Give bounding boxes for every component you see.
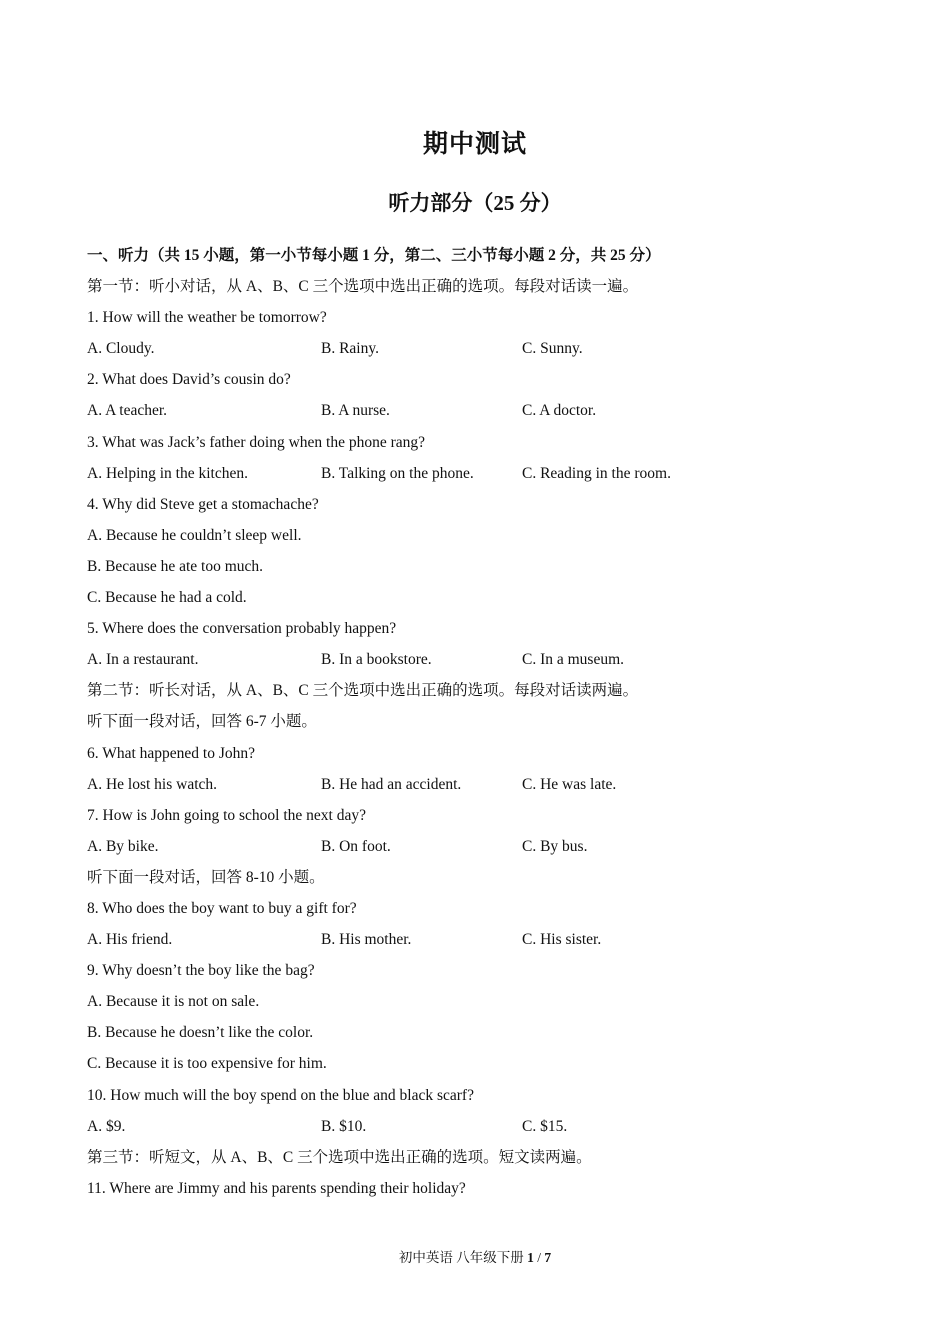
question-text: 8. Who does the boy want to buy a gift for? <box>87 899 357 917</box>
text-line: C. Because it is too expensive for him. <box>87 1055 327 1073</box>
option-c: C. $15. <box>522 1117 568 1135</box>
question-text: 7. How is John going to school the next day? <box>87 806 366 824</box>
answer-options <box>87 458 887 489</box>
text-line: 第三节：听短文，从 A、B、C 三个选项中选出正确的选项。短文读两遍。 <box>87 1148 592 1166</box>
page-footer <box>0 1246 950 1266</box>
option-c: C. His sister. <box>522 931 602 949</box>
option-b: B. Talking on the phone. <box>321 464 474 482</box>
answer-options <box>87 924 887 955</box>
option-c: C. By bus. <box>522 837 588 855</box>
option-a: A. He lost his watch. <box>87 775 218 793</box>
option-a: A. $9. <box>87 1117 126 1135</box>
footer-page-total: 7 <box>544 1250 552 1265</box>
option-a: A. Cloudy. <box>87 340 155 358</box>
answer-options <box>87 831 887 862</box>
footer-page-number: 1 <box>527 1250 534 1265</box>
question-text: 11. Where are Jimmy and his parents spending their holiday? <box>87 1179 466 1197</box>
answer-options <box>87 769 887 800</box>
answer-options <box>87 644 887 675</box>
answer-options <box>87 395 887 426</box>
text-line: 听下面一段对话，回答 8-10 小题。 <box>87 868 325 886</box>
option-b: B. Rainy. <box>321 340 379 358</box>
page-title: 期中测试 <box>422 131 527 158</box>
text-line: C. Because he had a cold. <box>87 589 247 607</box>
option-b: B. $10. <box>321 1117 367 1135</box>
option-c: C. A doctor. <box>522 402 597 420</box>
question-text: 1. How will the weather be tomorrow? <box>87 309 327 327</box>
answer-options <box>87 1111 887 1142</box>
option-c: C. Sunny. <box>522 340 583 358</box>
footer-label: 初中英语 八年级下册 <box>398 1250 524 1265</box>
text-line: B. Because he doesn’t like the color. <box>87 1024 314 1042</box>
text-line: A. Because it is not on sale. <box>87 993 260 1011</box>
question-text: 3. What was Jack’s father doing when the phone rang? <box>87 433 426 451</box>
option-b: B. His mother. <box>321 931 412 949</box>
section-heading: 一、听力（共 15 小题，第一小节每小题 1 分，第二、三小节每小题 2 分，共 25 分） <box>87 247 661 264</box>
option-a: A. His friend. <box>87 931 173 949</box>
section-subtitle: 听力部分（25 分） <box>388 191 562 215</box>
option-a: A. In a restaurant. <box>87 651 199 669</box>
exam-content <box>87 240 887 1204</box>
option-c: C. Reading in the room. <box>522 464 671 482</box>
question-text: 10. How much will the boy spend on the blue and black scarf? <box>87 1086 474 1104</box>
question-text: 4. Why did Steve get a stomachache? <box>87 495 319 513</box>
option-a: A. A teacher. <box>87 402 168 420</box>
text-line: 第二节：听长对话，从 A、B、C 三个选项中选出正确的选项。每段对话读两遍。 <box>87 682 639 700</box>
text-line: B. Because he ate too much. <box>87 557 264 575</box>
option-c: C. He was late. <box>522 775 617 793</box>
option-b: B. He had an accident. <box>321 775 462 793</box>
answer-options <box>87 333 887 364</box>
question-text: 9. Why doesn’t the boy like the bag? <box>87 962 315 980</box>
question-text: 5. Where does the conversation probably happen? <box>87 620 397 638</box>
option-b: B. On foot. <box>321 837 391 855</box>
question-text: 2. What does David’s cousin do? <box>87 371 291 389</box>
option-a: A. By bike. <box>87 837 159 855</box>
text-line: 听下面一段对话，回答 6-7 小题。 <box>87 713 317 731</box>
option-c: C. In a museum. <box>522 651 625 669</box>
footer-separator: / <box>537 1250 541 1265</box>
option-b: B. A nurse. <box>321 402 390 420</box>
question-text: 6. What happened to John? <box>87 744 256 762</box>
text-line: A. Because he couldn’t sleep well. <box>87 526 302 544</box>
option-a: A. Helping in the kitchen. <box>87 464 248 482</box>
option-b: B. In a bookstore. <box>321 651 432 669</box>
text-line: 第一节：听小对话，从 A、B、C 三个选项中选出正确的选项。每段对话读一遍。 <box>87 278 639 296</box>
